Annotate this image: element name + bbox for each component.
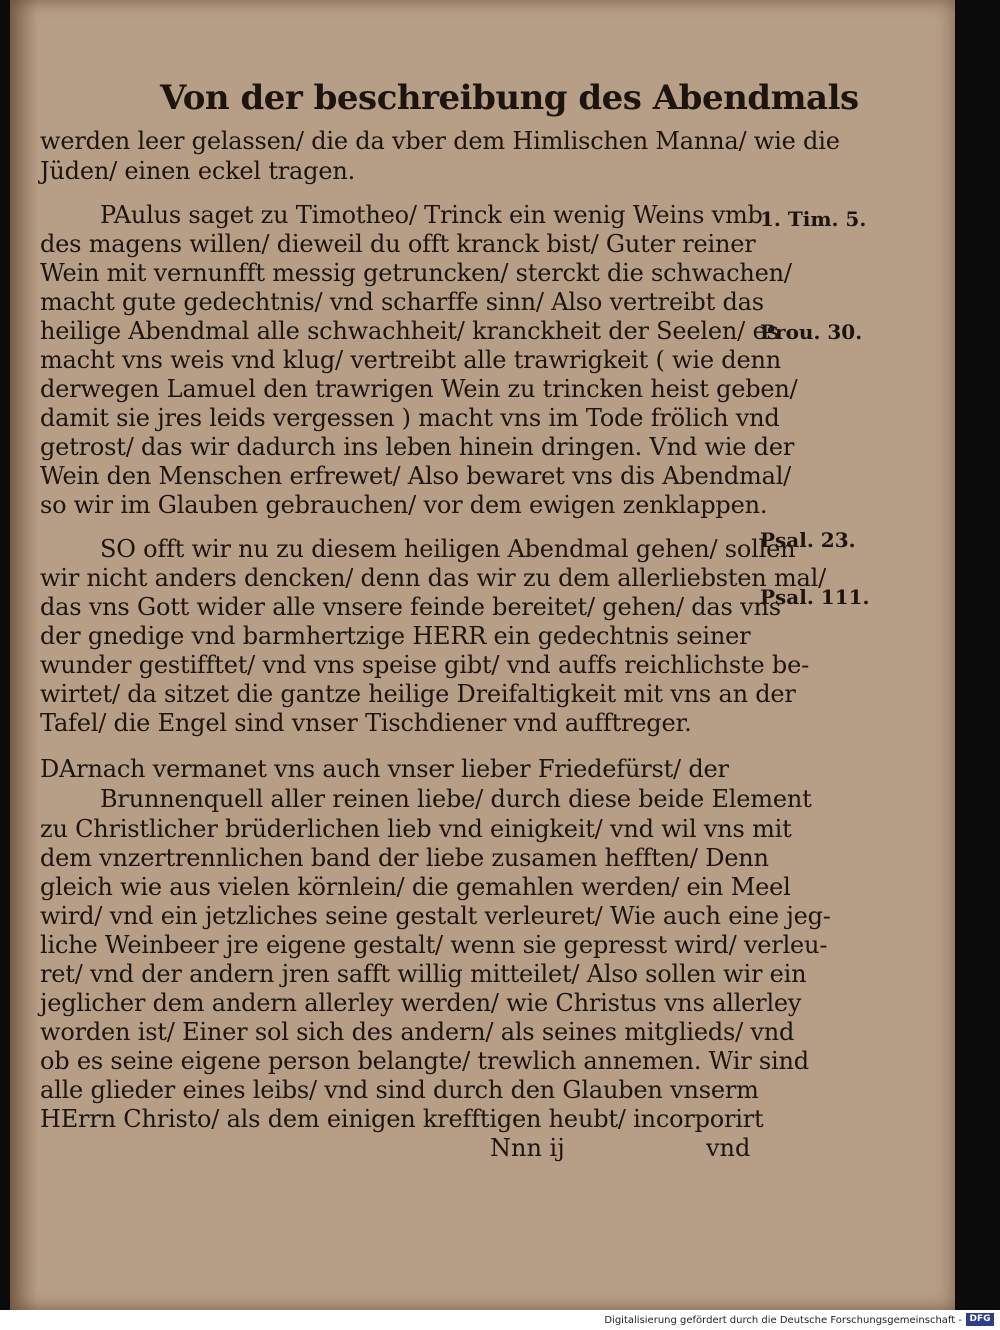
text-line: des magens willen/ dieweil du offt kranck bist/ Guter reiner [40, 230, 756, 258]
text-line: dem vnzertrennlichen band der liebe zusamen hefften/ Denn [40, 844, 769, 872]
catchword: vnd [706, 1134, 751, 1162]
signature-mark: Nnn ij [490, 1134, 565, 1162]
text-line: der gnedige vnd barmhertzige HERR ein gedechtnis seiner [40, 622, 751, 650]
text-line: derwegen Lamuel den trawrigen Wein zu trincken heist geben/ [40, 375, 798, 403]
text-line: heilige Abendmal alle schwachheit/ kranckheit der Seelen/ es [40, 317, 779, 345]
text-line: so wir im Glauben gebrauchen/ vor dem ewigen zenklappen. [40, 491, 768, 519]
text-line: Wein den Menschen erfrewet/ Also bewaret vns dis Abendmal/ [40, 462, 792, 490]
text-line: DArnach vermanet vns auch vnser lieber Friedefürst/ der [40, 755, 729, 783]
text-line: SO offt wir nu zu diesem heiligen Abendmal gehen/ sollen [100, 535, 796, 563]
margin-note: Psal. 111. [760, 585, 870, 609]
text-line: ob es seine eigene person belangte/ trewlich annemen. Wir sind [40, 1047, 809, 1075]
text-line: macht gute gedechtnis/ vnd scharffe sinn/ Also vertreibt das [40, 288, 764, 316]
text-line: wir nicht anders dencken/ denn das wir zu dem allerliebsten mal/ [40, 564, 827, 592]
text-line: wunder gestifftet/ vnd vns speise gibt/ vnd auffs reichlichste be- [40, 651, 809, 679]
text-line: Brunnenquell aller reinen liebe/ durch diese beide Element [100, 785, 812, 813]
text-line: HErrn Christo/ als dem einigen krefftigen heubt/ incorporirt [40, 1105, 764, 1133]
text-line: PAulus saget zu Timotheo/ Trinck ein wenig Weins vmb [100, 201, 763, 229]
margin-note: Psal. 23. [760, 528, 856, 552]
footer-credit: Digitalisierung gefördert durch die Deutsche Forschungsgemeinschaft - [604, 1315, 962, 1326]
text-line: Tafel/ die Engel sind vnser Tischdiener vnd aufftreger. [40, 709, 692, 737]
page-gutter [10, 0, 38, 1310]
margin-note: 1. Tim. 5. [760, 207, 867, 231]
running-head: Von der beschreibung des Abendmals [160, 78, 859, 118]
text-line: wird/ vnd ein jetzliches seine gestalt verleuret/ Wie auch eine jeg- [40, 902, 831, 930]
text-line: gleich wie aus vielen körnlein/ die gemahlen werden/ ein Meel [40, 873, 791, 901]
text-line: worden ist/ Einer sol sich des andern/ als seines mitglieds/ vnd [40, 1018, 795, 1046]
text-line: Jüden/ einen eckel tragen. [40, 157, 356, 185]
text-line: macht vns weis vnd klug/ vertreibt alle trawrigkeit ( wie denn [40, 346, 781, 374]
dfg-logo: DFG [966, 1313, 994, 1326]
text-line: damit sie jres leids vergessen ) macht vns im Tode frölich vnd [40, 404, 780, 432]
margin-note: Prou. 30. [760, 320, 863, 344]
text-line: jeglicher dem andern allerley werden/ wie Christus vns allerley [40, 989, 802, 1017]
text-line: getrost/ das wir dadurch ins leben hinein dringen. Vnd wie der [40, 433, 795, 461]
text-line: das vns Gott wider alle vnsere feinde bereitet/ gehen/ das vns [40, 593, 781, 621]
text-line: liche Weinbeer jre eigene gestalt/ wenn sie gepresst wird/ verleu- [40, 931, 828, 959]
text-line: alle glieder eines leibs/ vnd sind durch den Glauben vnserm [40, 1076, 759, 1104]
text-line: werden leer gelassen/ die da vber dem Himlischen Manna/ wie die [40, 127, 840, 155]
text-line: ret/ vnd der andern jren safft willig mitteilet/ Also sollen wir ein [40, 960, 807, 988]
text-line: zu Christlicher brüderlichen lieb vnd einigkeit/ vnd wil vns mit [40, 815, 792, 843]
text-line: wirtet/ da sitzet die gantze heilige Dreifaltigkeit mit vns an der [40, 680, 796, 708]
text-line: Wein mit vernunfft messig getruncken/ sterckt die schwachen/ [40, 259, 792, 287]
